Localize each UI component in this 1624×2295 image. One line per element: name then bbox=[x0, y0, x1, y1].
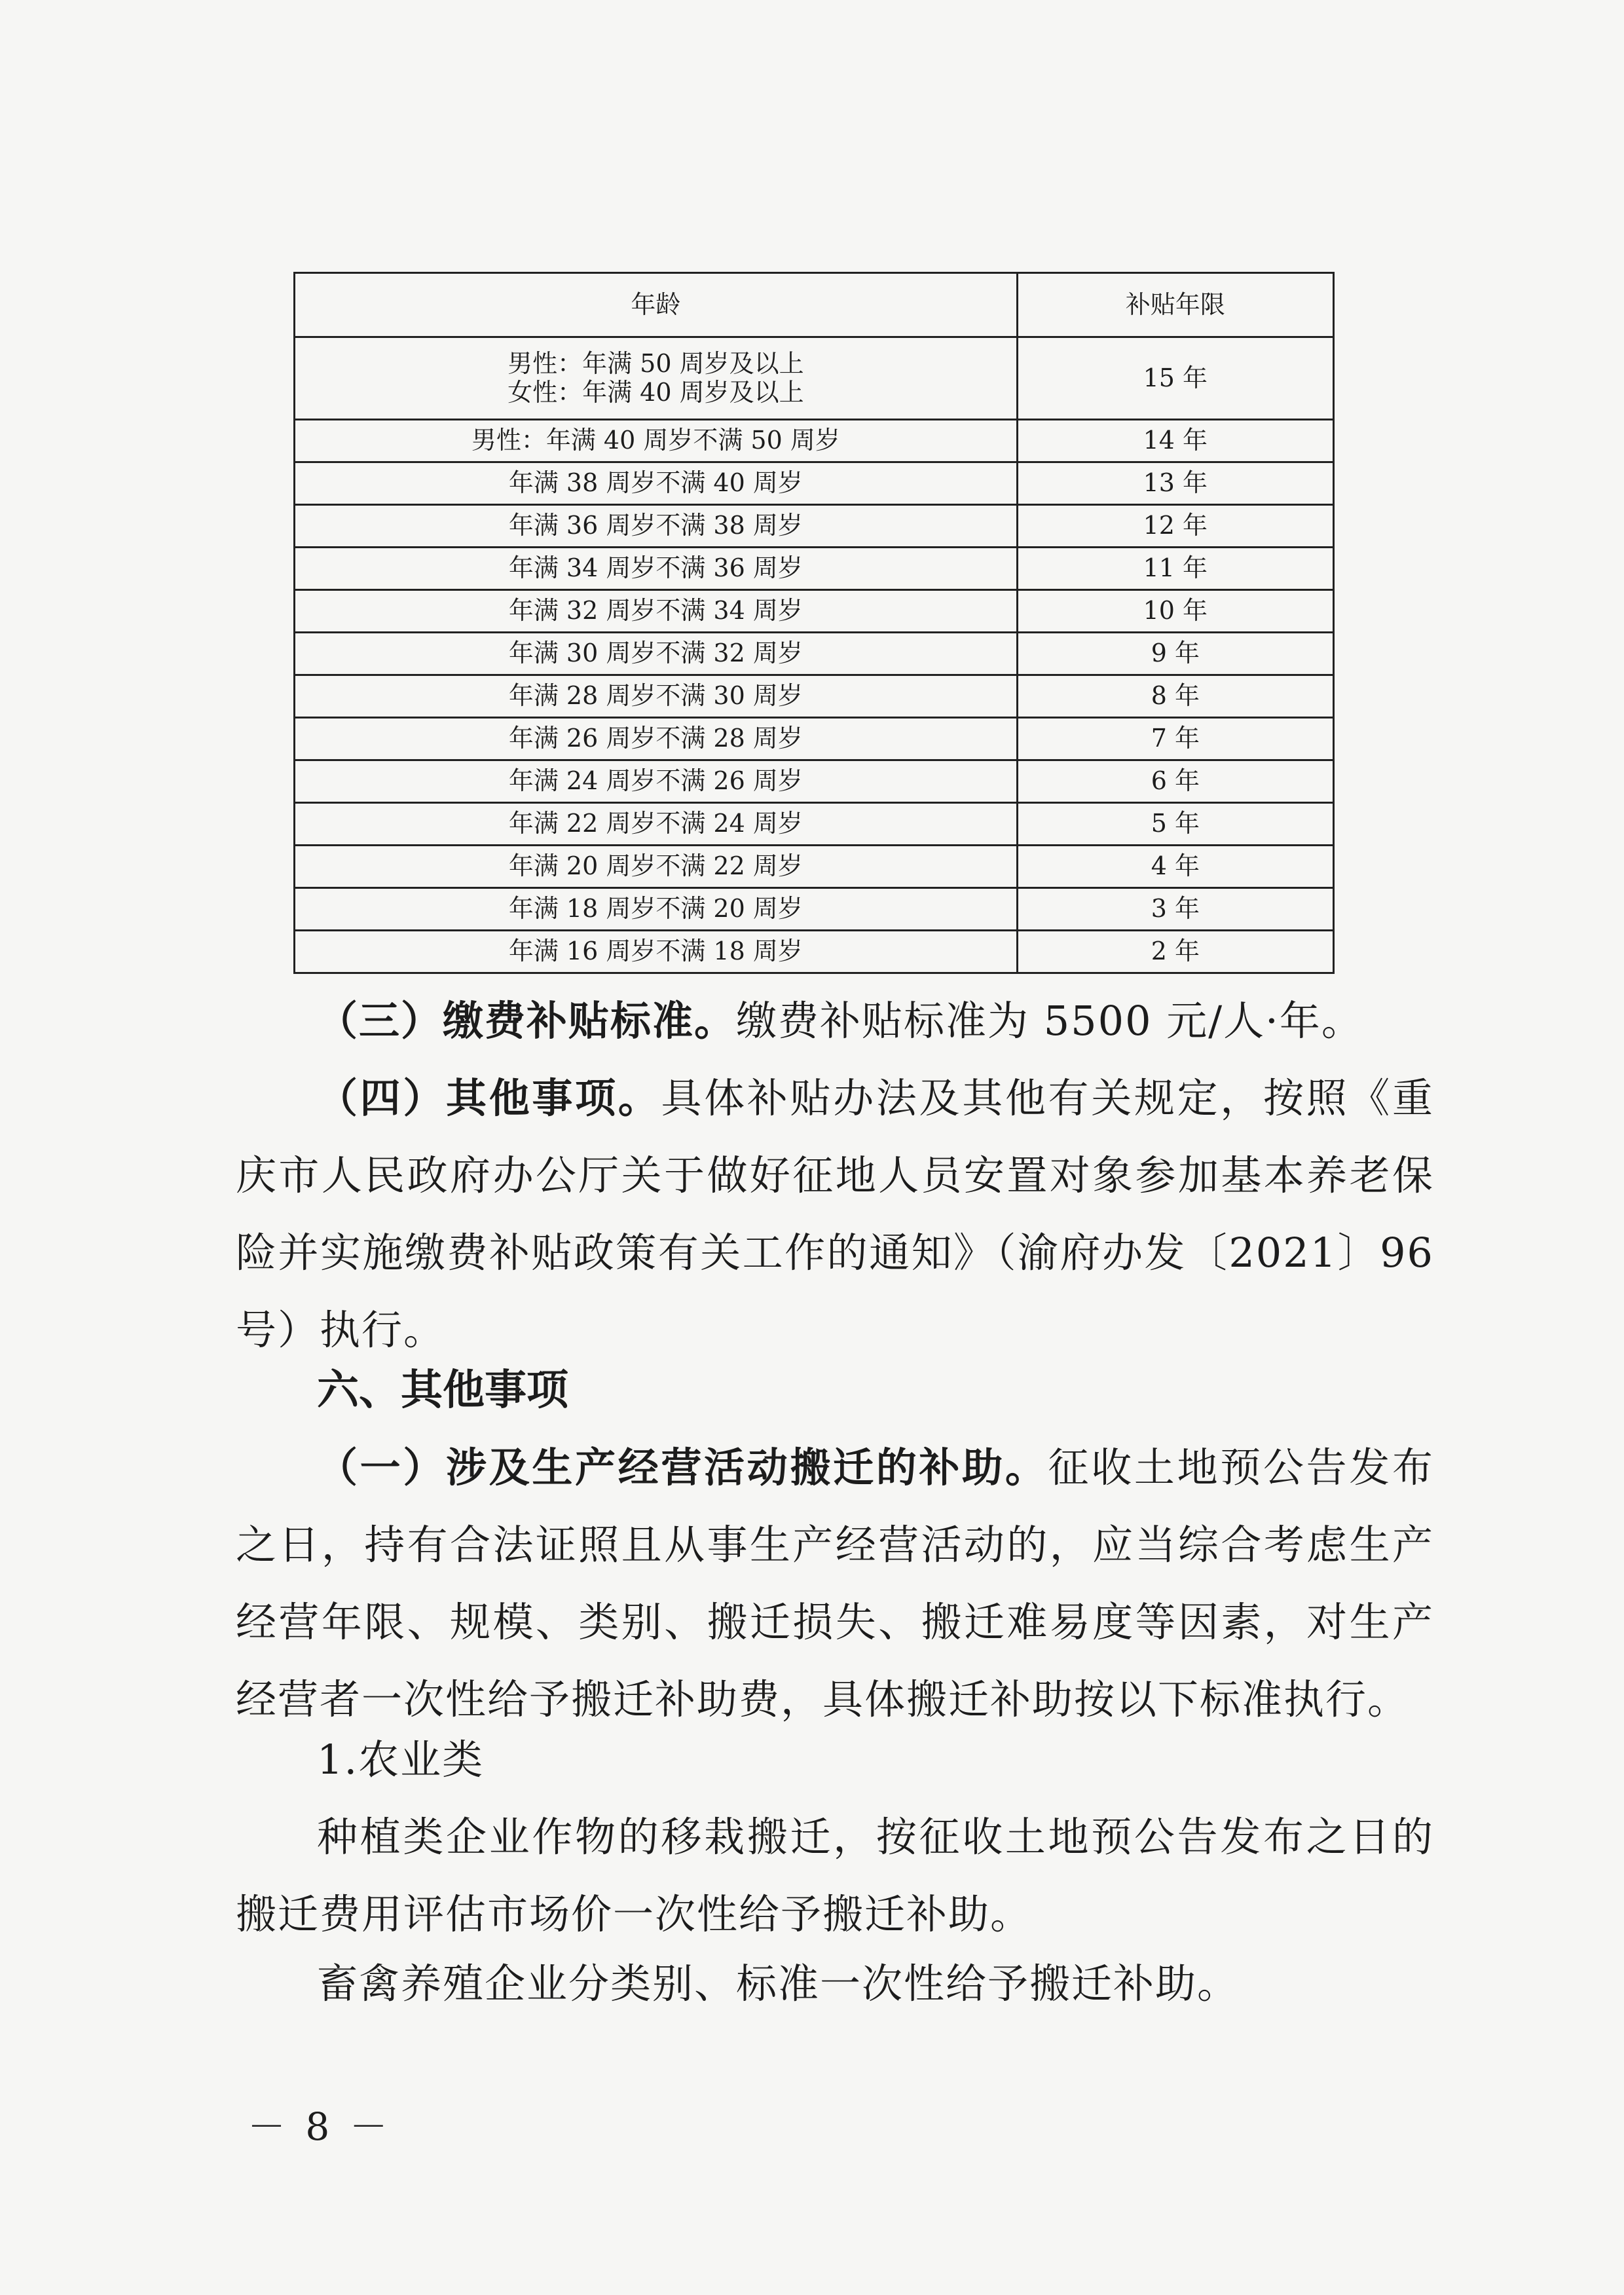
cell-age-line: 男性：年满 50 周岁及以上 bbox=[507, 348, 804, 378]
cell-age-line: 年满 16 周岁不满 18 周岁 bbox=[508, 937, 803, 966]
cell-age bbox=[295, 590, 1018, 633]
cell-age-line: 年满 32 周岁不满 34 周岁 bbox=[508, 596, 803, 625]
item-4-text: 具体补贴办法及其他有关规定，按照《重庆市人民政府办公厅关于做好征地人员安置对象参加基本养老保险并实施缴费补贴政策有关工作的通知》（渝府办发〔2021〕96 号）执行。 bbox=[236, 1074, 1434, 1354]
cell-age-line: 年满 38 周岁不满 40 周岁 bbox=[508, 468, 803, 498]
item-6-1-lead: （一）涉及生产经营活动搬迁的补助。 bbox=[317, 1444, 1048, 1491]
table-row bbox=[295, 590, 1334, 633]
cell-age bbox=[295, 420, 1018, 462]
cell-age-line: 年满 30 周岁不满 32 周岁 bbox=[508, 639, 803, 668]
cell-age-line: 男性：年满 40 周岁不满 50 周岁 bbox=[471, 426, 840, 455]
cell-years: 8 年 bbox=[1017, 675, 1333, 718]
cell-years: 15 年 bbox=[1017, 337, 1333, 420]
cell-years: 11 年 bbox=[1017, 548, 1333, 590]
cell-age bbox=[295, 505, 1018, 548]
cell-years: 6 年 bbox=[1017, 760, 1333, 803]
cell-years: 4 年 bbox=[1017, 846, 1333, 888]
cell-age bbox=[295, 760, 1018, 803]
table-row bbox=[295, 803, 1334, 846]
table-row bbox=[295, 718, 1334, 760]
cell-age bbox=[295, 462, 1018, 505]
cell-age bbox=[295, 931, 1018, 973]
cell-years: 9 年 bbox=[1017, 633, 1333, 675]
cell-years: 2 年 bbox=[1017, 931, 1333, 973]
cell-age-line: 年满 34 周岁不满 36 周岁 bbox=[508, 553, 803, 583]
item-4-lead: （四）其他事项。 bbox=[317, 1074, 661, 1122]
paragraph-item-6-1 bbox=[236, 1429, 1434, 1738]
cell-age bbox=[295, 548, 1018, 590]
cell-age-line: 年满 22 周岁不满 24 周岁 bbox=[508, 809, 803, 838]
section-heading-6: 六、其他事项 bbox=[317, 1366, 568, 1415]
item-3-lead: （三）缴费补贴标准。 bbox=[317, 997, 737, 1045]
cell-age-line: 年满 28 周岁不满 30 周岁 bbox=[508, 681, 803, 711]
cell-age bbox=[295, 633, 1018, 675]
cell-age bbox=[295, 888, 1018, 931]
cell-years: 7 年 bbox=[1017, 718, 1333, 760]
cell-years: 13 年 bbox=[1017, 462, 1333, 505]
cell-years: 5 年 bbox=[1017, 803, 1333, 846]
item-3-text: 缴费补贴标准为 5500 元/人·年。 bbox=[736, 997, 1363, 1045]
cell-age bbox=[295, 337, 1018, 420]
cell-age bbox=[295, 718, 1018, 760]
item-6-1-text: 征收土地预公告发布之日，持有合法证照且从事生产经营活动的，应当综合考虑生产经营年限、规模、类别、搬迁损失、搬迁难易度等因素，对生产经营者一次性给予搬迁补助费，具体搬迁补助按以下标准执行。 bbox=[236, 1444, 1434, 1723]
header-age: 年龄 bbox=[295, 273, 1018, 337]
cell-years: 10 年 bbox=[1017, 590, 1333, 633]
table-row bbox=[295, 675, 1334, 718]
cell-years: 3 年 bbox=[1017, 888, 1333, 931]
paragraph-item-3 bbox=[236, 982, 1434, 1060]
table-row bbox=[295, 846, 1334, 888]
table-body bbox=[295, 337, 1334, 973]
cell-age-line: 年满 24 周岁不满 26 周岁 bbox=[508, 766, 803, 796]
page-number: － 8 － bbox=[248, 2104, 392, 2149]
cell-age bbox=[295, 803, 1018, 846]
table-row bbox=[295, 760, 1334, 803]
table-row bbox=[295, 548, 1334, 590]
subheading-agriculture: 1.农业类 bbox=[317, 1736, 485, 1783]
header-years: 补贴年限 bbox=[1017, 273, 1333, 337]
cell-age-line: 年满 18 周岁不满 20 周岁 bbox=[508, 894, 803, 924]
cell-age-line: 年满 20 周岁不满 22 周岁 bbox=[508, 851, 803, 881]
table-row bbox=[295, 633, 1334, 675]
cell-age-line: 女性：年满 40 周岁及以上 bbox=[507, 377, 804, 407]
table-row bbox=[295, 888, 1334, 931]
paragraph-livestock: 畜禽养殖企业分类别、标准一次性给予搬迁补助。 bbox=[317, 1960, 1240, 2007]
table-row bbox=[295, 462, 1334, 505]
paragraph-planting: 种植类企业作物的移栽搬迁，按征收土地预公告发布之日的搬迁费用评估市场价一次性给予搬迁补助。 bbox=[236, 1813, 1434, 1938]
table-row bbox=[295, 420, 1334, 462]
cell-age-line: 年满 36 周岁不满 38 周岁 bbox=[508, 511, 803, 540]
cell-years: 14 年 bbox=[1017, 420, 1333, 462]
cell-years: 12 年 bbox=[1017, 505, 1333, 548]
cell-age bbox=[295, 675, 1018, 718]
subsidy-years-table bbox=[293, 272, 1335, 974]
table-row bbox=[295, 931, 1334, 973]
table-row bbox=[295, 337, 1334, 420]
cell-age-line: 年满 26 周岁不满 28 周岁 bbox=[508, 724, 803, 753]
paragraph-item-4 bbox=[236, 1060, 1434, 1369]
table-row bbox=[295, 505, 1334, 548]
cell-age bbox=[295, 846, 1018, 888]
table-header-row bbox=[295, 273, 1334, 337]
